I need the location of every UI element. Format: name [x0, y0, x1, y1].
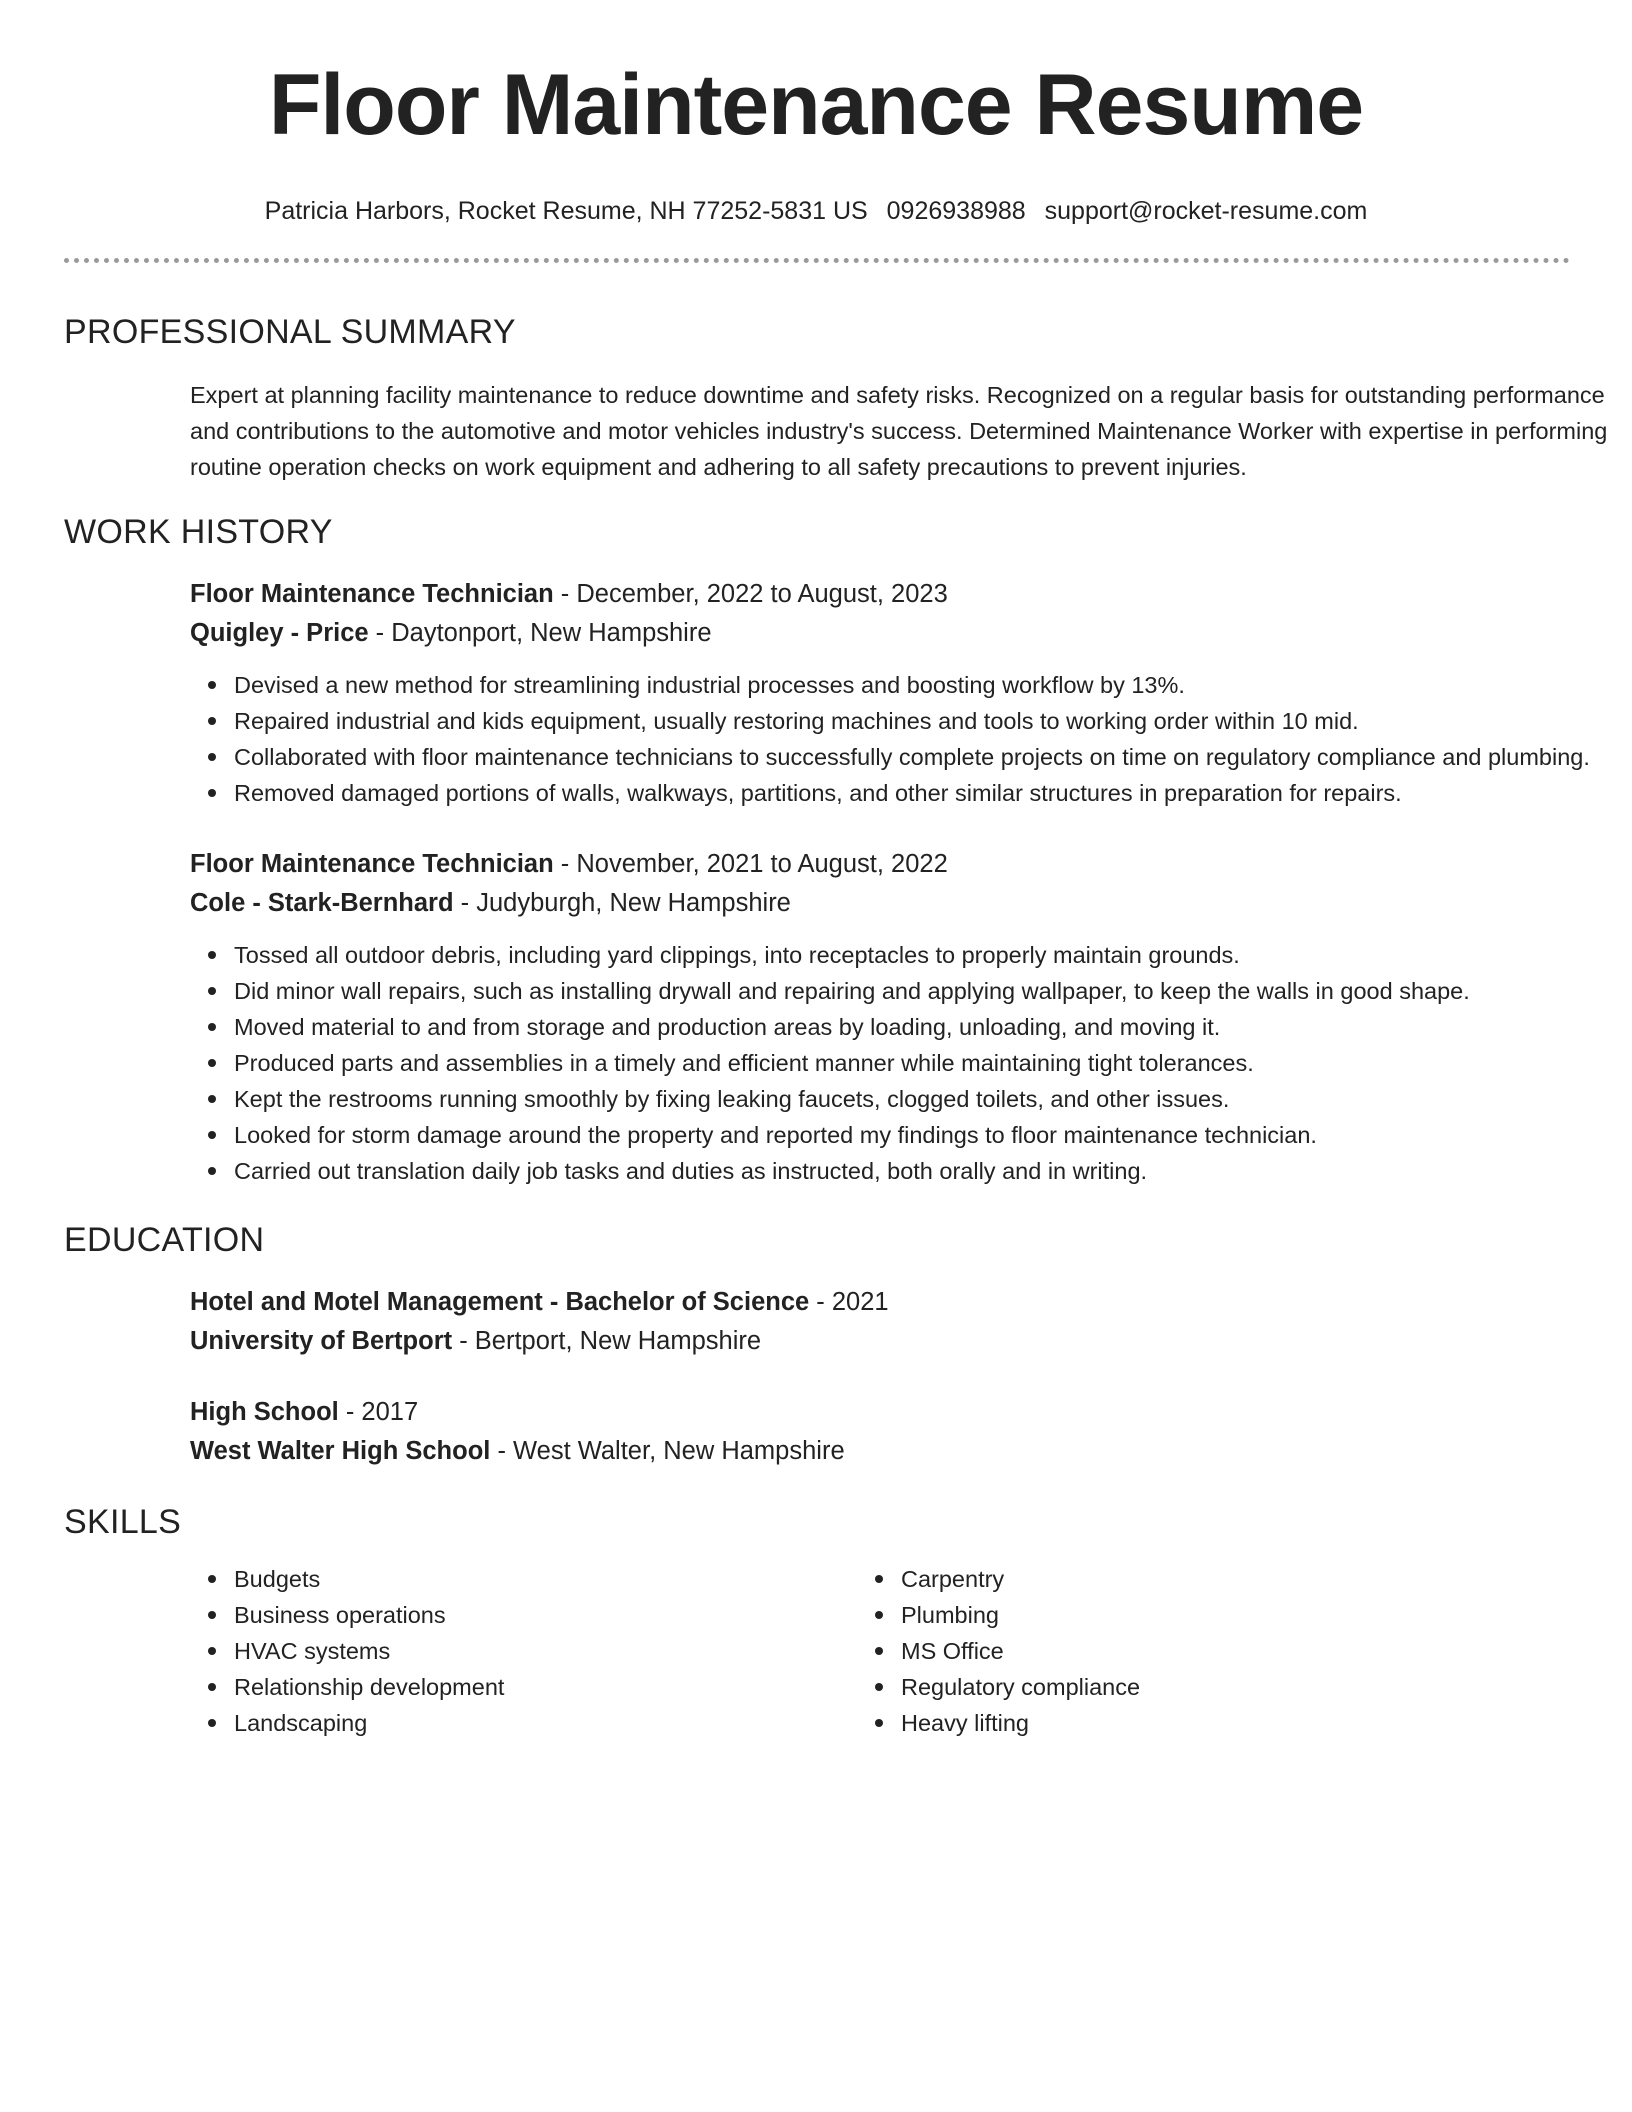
list-item: Collaborated with floor maintenance technicians to successfully complete projects on time on regulatory compliance and plumbing.	[234, 739, 1604, 775]
school-line	[190, 1432, 1568, 1471]
skill-item: Plumbing	[901, 1597, 1568, 1633]
list-item: Produced parts and assemblies in a timely and efficient manner while maintaining tight tolerances.	[234, 1045, 1604, 1081]
degree-line	[190, 1393, 1568, 1432]
contact-line	[64, 196, 1568, 226]
contact-phone: 0926938988	[886, 197, 1026, 225]
job-bullets	[234, 667, 1604, 811]
contact-address: Patricia Harbors, Rocket Resume, NH 77252-5831 US	[264, 197, 868, 225]
list-item: Tossed all outdoor debris, including yard clippings, into receptacles to properly maintain grounds.	[234, 937, 1604, 973]
education-entry	[190, 1283, 1568, 1361]
contact-email: support@rocket-resume.com	[1044, 197, 1368, 225]
degree-year: - 2017	[338, 1398, 419, 1426]
school-line	[190, 1322, 1568, 1361]
job-dates: - December, 2022 to August, 2023	[553, 580, 948, 608]
education-entry	[190, 1393, 1568, 1471]
job-entry	[190, 845, 1568, 1189]
skills-column-2	[901, 1561, 1568, 1741]
skills-column-1	[234, 1561, 901, 1741]
summary-text: Expert at planning facility maintenance to reduce downtime and safety risks. Recognized on a regular basis for outstanding performance and contributions to the automotive and motor vehicles industry's success. Determined Maintenance Worker with expertise in performing routine operation checks on work equipment and adhering to all safety precautions to prevent injuries.	[190, 382, 1608, 480]
list-item: Did minor wall repairs, such as installing drywall and repairing and applying wallpaper, to keep the walls in good shape.	[234, 973, 1604, 1009]
school-location: - West Walter, New Hampshire	[490, 1437, 845, 1465]
school-name: University of Bertport	[190, 1327, 453, 1355]
job-dates: - November, 2021 to August, 2022	[553, 850, 948, 878]
list-item: Repaired industrial and kids equipment, usually restoring machines and tools to working order within 10 mid.	[234, 703, 1604, 739]
skill-item: Heavy lifting	[901, 1705, 1568, 1741]
skills-heading: SKILLS	[64, 1503, 182, 1541]
school-name: West Walter High School	[190, 1437, 491, 1465]
job-company: Quigley - Price	[190, 619, 369, 647]
skill-item: Carpentry	[901, 1561, 1568, 1597]
education-heading: EDUCATION	[64, 1221, 265, 1259]
degree-name: High School	[190, 1398, 339, 1426]
skill-item: MS Office	[901, 1633, 1568, 1669]
degree-name: Hotel and Motel Management - Bachelor of Science	[190, 1288, 810, 1316]
job-title-line	[190, 845, 1568, 884]
list-item: Devised a new method for streamlining industrial processes and boosting workflow by 13%.	[234, 667, 1604, 703]
skill-item: Budgets	[234, 1561, 901, 1597]
job-entry	[190, 575, 1590, 811]
work-history-heading: WORK HISTORY	[64, 513, 333, 551]
resume-title: Floor Maintenance Resume	[268, 57, 1364, 153]
skill-item: Regulatory compliance	[901, 1669, 1568, 1705]
skill-item: Landscaping	[234, 1705, 901, 1741]
list-item: Removed damaged portions of walls, walkways, partitions, and other similar structures in preparation for repairs.	[234, 775, 1604, 811]
job-company-line	[190, 614, 1568, 653]
list-item: Carried out translation daily job tasks and duties as instructed, both orally and in writing.	[234, 1153, 1604, 1189]
job-location: - Judyburgh, New Hampshire	[453, 889, 791, 917]
job-title: Floor Maintenance Technician	[190, 580, 554, 608]
header-divider	[64, 258, 1570, 263]
list-item: Looked for storm damage around the property and reported my findings to floor maintenance technician.	[234, 1117, 1604, 1153]
job-company-line	[190, 884, 1568, 923]
skill-item: Relationship development	[234, 1669, 901, 1705]
summary-heading: PROFESSIONAL SUMMARY	[64, 313, 516, 351]
job-company: Cole - Stark-Bernhard	[190, 889, 454, 917]
job-bullets	[234, 937, 1604, 1189]
list-item: Moved material to and from storage and production areas by loading, unloading, and moving it.	[234, 1009, 1604, 1045]
job-title-line	[190, 575, 1568, 614]
degree-line	[190, 1283, 1568, 1322]
skills-grid	[190, 1561, 1568, 1741]
list-item: Kept the restrooms running smoothly by fixing leaking faucets, clogged toilets, and other issues.	[234, 1081, 1604, 1117]
job-title: Floor Maintenance Technician	[190, 850, 554, 878]
school-location: - Bertport, New Hampshire	[452, 1327, 762, 1355]
skill-item: Business operations	[234, 1597, 901, 1633]
job-location: - Daytonport, New Hampshire	[368, 619, 712, 647]
skill-item: HVAC systems	[234, 1633, 901, 1669]
degree-year: - 2021	[809, 1288, 889, 1316]
